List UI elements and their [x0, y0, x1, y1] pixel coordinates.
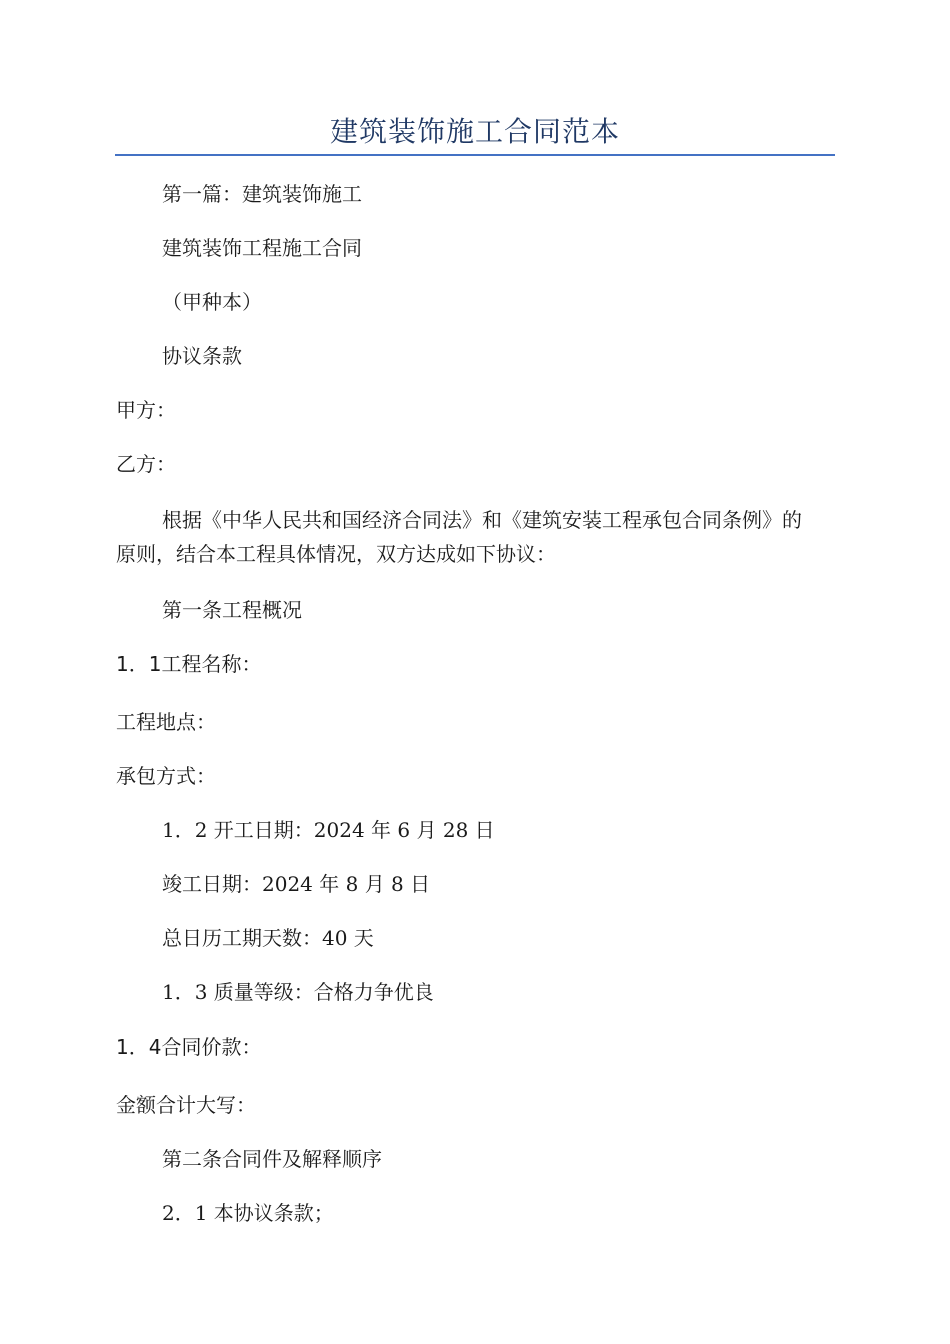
- preamble-paragraph: 根据《中华人民共和国经济合同法》和《建筑安装工程承包合同条例》的原则，结合本工程具体情况，双方达成如下协议：: [116, 508, 802, 566]
- clause-1-2-start-date: 1．2 开工日期：2024 年 6 月 28 日: [162, 818, 495, 842]
- clause-number: 1．4: [116, 1035, 162, 1059]
- article-1-heading: 第一条工程概况: [162, 598, 302, 622]
- party-b-label: 乙方：: [116, 452, 176, 476]
- contract-version: （甲种本）: [162, 290, 262, 314]
- total-duration: 总日历工期天数：40 天: [162, 926, 374, 950]
- section-heading: 第一篇：建筑装饰施工: [162, 182, 362, 206]
- article-2-heading: 第二条合同件及解释顺序: [162, 1147, 382, 1171]
- contract-method-label: 承包方式：: [116, 764, 216, 788]
- clause-number: 1．1: [116, 652, 162, 676]
- clause-1-1: [116, 650, 261, 678]
- party-a-label: 甲方：: [116, 398, 176, 422]
- clause-1-3-quality: 1．3 质量等级：合格力争优良: [162, 980, 434, 1004]
- document-title: 建筑装饰施工合同范本: [329, 115, 620, 148]
- completion-date: 竣工日期：2024 年 8 月 8 日: [162, 872, 431, 896]
- clause-1-4: [116, 1033, 261, 1061]
- title-underline: [115, 154, 835, 156]
- agreement-terms-heading: 协议条款: [162, 344, 242, 368]
- clause-text: 合同价款：: [161, 1035, 262, 1059]
- amount-in-words-label: 金额合计大写：: [116, 1093, 256, 1117]
- contract-name: 建筑装饰工程施工合同: [162, 236, 362, 260]
- clause-2-1: 2．1 本协议条款；: [162, 1201, 334, 1225]
- clause-text: 工程名称：: [161, 652, 262, 676]
- project-location-label: 工程地点：: [116, 710, 216, 734]
